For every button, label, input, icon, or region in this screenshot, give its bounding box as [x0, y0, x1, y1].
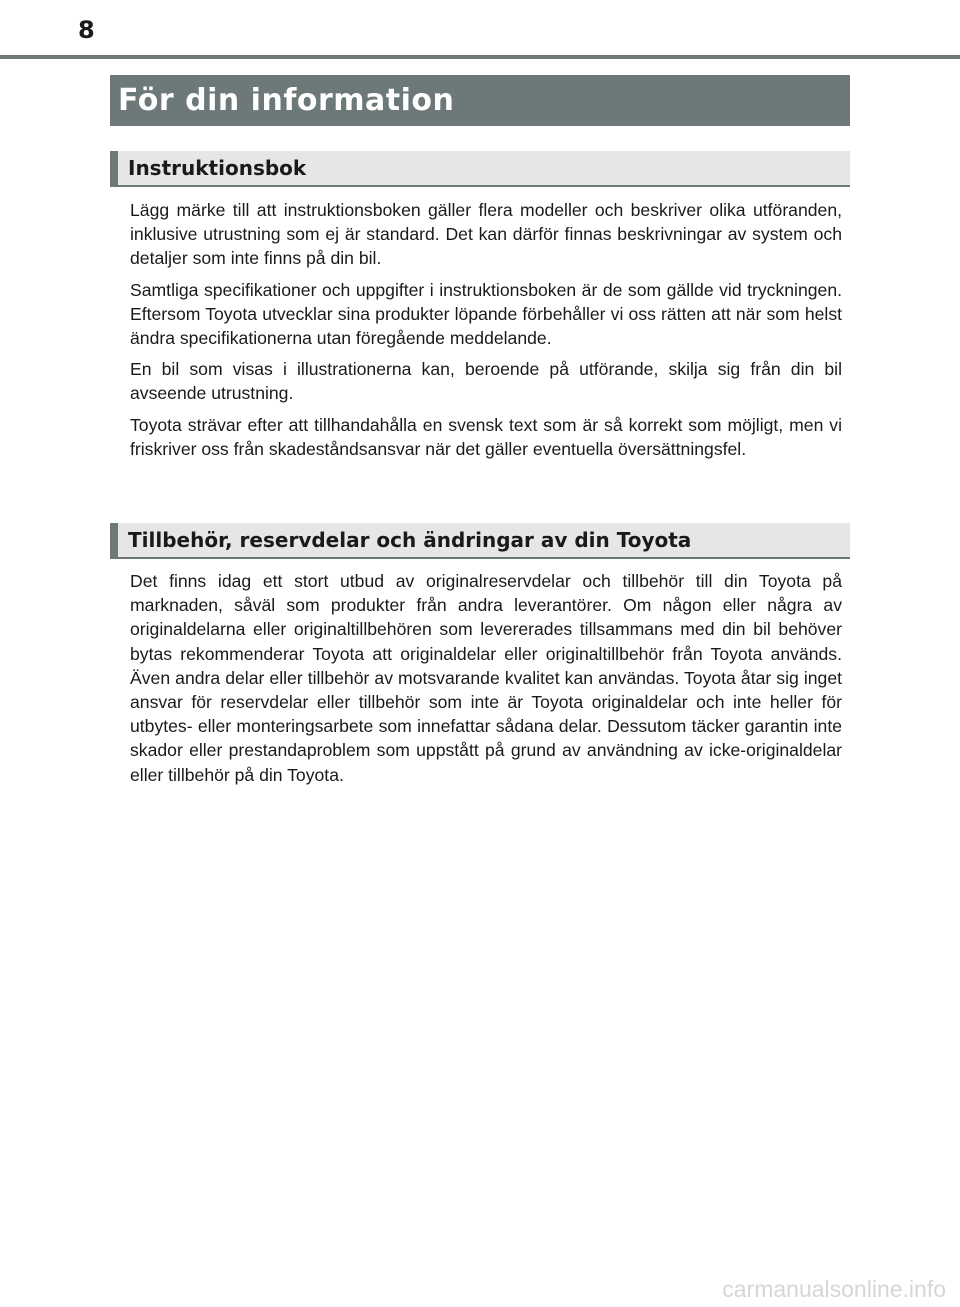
section-body-tillbehor [130, 569, 842, 794]
paragraph: En bil som visas i illustrationerna kan, beroende på utförande, skilja sig från din bil avseende utrustning. [130, 359, 842, 404]
section-header-tillbehor [110, 523, 850, 559]
chapter-banner [110, 75, 850, 126]
chapter-title: För din information [118, 83, 455, 118]
paragraph: Det finns idag ett stort utbud av originalreservdelar och tillbehör till din Toyota på marknaden, såväl som produkter från andra leverantörer. Om någon eller några av originaldelarna eller originaltillbehören som levererades tillsammans med din bil behöver bytas rekommenderar Toyota att originaldelar eller originaltillbehör från Toyota används. Även andra delar eller tillbehör av motsvarande kvalitet kan användas. Toyota åtar sig inget ansvar för reservdelar eller tillbehör som inte är Toyota originaldelar och inte heller för utbytes- eller monteringsarbete som innefattar sådana delar. Dessutom täcker garantin inte skador eller prestandaproblem som uppstått på grund av användning av icke-originaldelar eller tillbehör på din Toyota. [130, 571, 842, 785]
section-title: Instruktionsbok [128, 156, 307, 180]
paragraph: Samtliga specifikationer och uppgifter i instruktionsboken är de som gällde vid tryckningen. Eftersom Toyota utvecklar sina produkter löpande förbehåller vi oss rätten att när som helst ändra specifikationerna utan föregående meddelande. [130, 279, 842, 349]
page-number: 8 [78, 16, 95, 44]
paragraph: Toyota strävar efter att tillhandahålla en svensk text som är så korrekt som möjligt, men vi friskriver oss från skadeståndsansvar när det gäller eventuella översättningsfel. [130, 414, 842, 459]
section-header-instruktionsbok [110, 151, 850, 187]
watermark: carmanualsonline.info [722, 1276, 946, 1302]
section-body-instruktionsbok [130, 198, 842, 468]
paragraph: Lägg märke till att instruktionsboken gäller flera modeller och beskriver olika utföranden, inklusive utrustning som ej är standard. Det kan därför finnas beskrivningar av system och detaljer som inte finns på din bil. [130, 200, 842, 269]
section-title: Tillbehör, reservdelar och ändringar av din Toyota [128, 528, 692, 552]
top-rule [0, 55, 960, 59]
